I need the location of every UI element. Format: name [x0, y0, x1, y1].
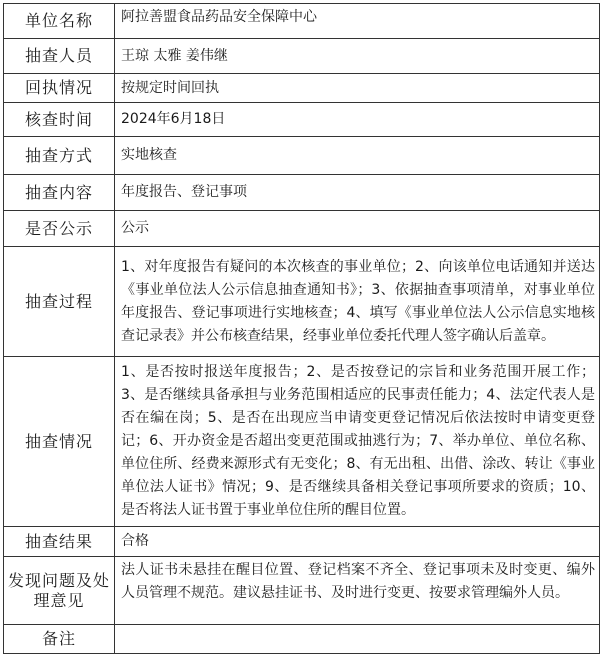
row-label-check-date: 核查时间 — [4, 103, 115, 137]
row-value-inspectors: 王琼 太雅 姜伟继 — [115, 39, 600, 74]
row-label-inspection-method: 抽查方式 — [4, 137, 115, 175]
row-label-publicity: 是否公示 — [4, 211, 115, 247]
table-row — [4, 103, 600, 137]
table-row — [4, 625, 600, 654]
table-row — [4, 137, 600, 175]
row-label-inspection-result: 抽查结果 — [4, 527, 115, 557]
row-label-inspection-process: 抽查过程 — [4, 247, 115, 357]
row-label-inspectors: 抽查人员 — [4, 39, 115, 74]
row-label-remarks: 备注 — [4, 625, 115, 654]
row-value-inspection-method: 实地核查 — [115, 137, 600, 175]
inspection-record-table — [3, 3, 600, 654]
row-label-receipt-status: 回执情况 — [4, 74, 115, 103]
table-row — [4, 527, 600, 557]
table-row — [4, 557, 600, 625]
table-row — [4, 4, 600, 39]
row-value-inspection-result: 合格 — [115, 527, 600, 557]
row-value-issues-and-opinions: 法人证书未悬挂在醒目位置、登记档案不齐全、登记事项未及时变更、编外人员管理不规范。建议悬挂证书、及时进行变更、按要求管理编外人员。 — [115, 557, 600, 625]
table-row — [4, 175, 600, 211]
row-label-issues-and-opinions: 发现问题及处理意见 — [4, 557, 115, 625]
row-value-inspection-process: 1、对年度报告有疑问的本次核查的事业单位；2、向该单位电话通知并送达《事业单位法人公示信息抽查通知书》；3、依据抽查事项清单，对事业单位年度报告、登记事项进行实地核查；4、填写《事业单位法人公示信息实地核查记录表》并公布核查结果，经事业单位委托代理人签字确认后盖章。 — [115, 247, 600, 357]
table-row — [4, 39, 600, 74]
row-label-inspection-situation: 抽查情况 — [4, 357, 115, 527]
table-row — [4, 74, 600, 103]
row-value-unit-name: 阿拉善盟食品药品安全保障中心 — [115, 4, 600, 39]
row-value-publicity: 公示 — [115, 211, 600, 247]
row-value-check-date: 2024年6月18日 — [115, 103, 600, 137]
row-value-inspection-content: 年度报告、登记事项 — [115, 175, 600, 211]
row-value-inspection-situation: 1、是否按时报送年度报告；2、是否按登记的宗旨和业务范围开展工作；3、是否继续具备承担与业务范围相适应的民事责任能力；4、法定代表人是否在编在岗；5、是否在出现应当申请变更登记情况后依法按时申请变更登记；6、开办资金是否超出变更范围或抽逃行为；7、举办单位、单位名称、单位住所、经费来源形式有无变化；8、有无出租、出借、涂改、转让《事业单位法人证书》情况；9、是否继续具备相关登记事项所要求的资质；10、是否将法人证书置于事业单位住所的醒目位置。 — [115, 357, 600, 527]
row-label-unit-name: 单位名称 — [4, 4, 115, 39]
table-row — [4, 247, 600, 357]
row-label-inspection-content: 抽查内容 — [4, 175, 115, 211]
row-value-remarks — [115, 625, 600, 654]
table-row — [4, 211, 600, 247]
table-row — [4, 357, 600, 527]
row-value-receipt-status: 按规定时间回执 — [115, 74, 600, 103]
